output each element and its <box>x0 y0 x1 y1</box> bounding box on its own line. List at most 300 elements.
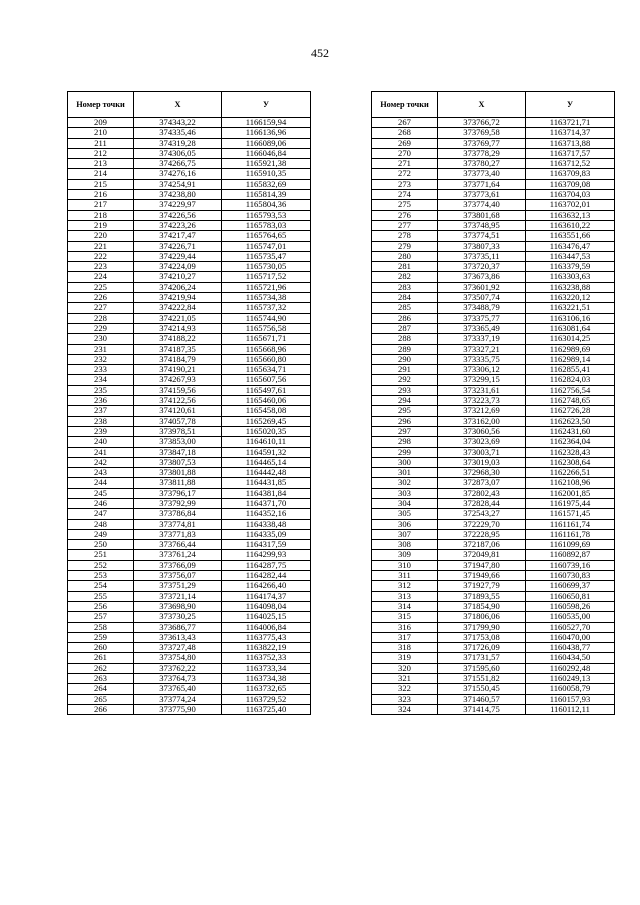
x-coordinate-cell: 374217,47 <box>134 231 222 241</box>
y-coordinate-cell: 1161975,44 <box>526 498 615 508</box>
table-row <box>372 550 615 560</box>
point-number-cell: 287 <box>372 323 438 333</box>
x-coordinate-cell: 373765,40 <box>134 684 222 694</box>
point-number-cell: 309 <box>372 550 438 560</box>
table-header-row <box>372 92 615 118</box>
point-number-cell: 230 <box>68 334 134 344</box>
x-coordinate-cell: 373801,68 <box>438 210 526 220</box>
header-point-number: Номер точки <box>68 92 134 118</box>
y-coordinate-cell: 1163729,52 <box>222 694 311 704</box>
x-coordinate-cell: 373751,29 <box>134 581 222 591</box>
point-number-cell: 273 <box>372 179 438 189</box>
x-coordinate-cell: 373727,48 <box>134 643 222 653</box>
y-coordinate-cell: 1163714,37 <box>526 128 615 138</box>
point-number-cell: 248 <box>68 519 134 529</box>
y-coordinate-cell: 1163081,64 <box>526 323 615 333</box>
point-number-cell: 305 <box>372 509 438 519</box>
y-coordinate-cell: 1165734,38 <box>222 293 311 303</box>
y-coordinate-cell: 1166136,96 <box>222 128 311 138</box>
x-coordinate-cell: 374226,71 <box>134 241 222 251</box>
x-coordinate-cell: 371927,79 <box>438 581 526 591</box>
point-number-cell: 231 <box>68 344 134 354</box>
x-coordinate-cell: 373601,92 <box>438 282 526 292</box>
y-coordinate-cell: 1165921,38 <box>222 159 311 169</box>
x-coordinate-cell: 373766,44 <box>134 540 222 550</box>
header-x: Х <box>438 92 526 118</box>
table-row <box>68 632 311 642</box>
x-coordinate-cell: 373306,12 <box>438 365 526 375</box>
y-coordinate-cell: 1163610,22 <box>526 220 615 230</box>
y-coordinate-cell: 1160650,81 <box>526 591 615 601</box>
x-coordinate-cell: 373762,22 <box>134 663 222 673</box>
y-coordinate-cell: 1163775,43 <box>222 632 311 642</box>
point-number-cell: 215 <box>68 179 134 189</box>
point-number-cell: 269 <box>372 138 438 148</box>
point-number-cell: 225 <box>68 282 134 292</box>
x-coordinate-cell: 372543,27 <box>438 509 526 519</box>
point-number-cell: 252 <box>68 560 134 570</box>
y-coordinate-cell: 1160058,79 <box>526 684 615 694</box>
point-number-cell: 259 <box>68 632 134 642</box>
x-coordinate-cell: 373335,75 <box>438 354 526 364</box>
point-number-cell: 320 <box>372 663 438 673</box>
y-coordinate-cell: 1165458,08 <box>222 406 311 416</box>
y-coordinate-cell: 1163717,57 <box>526 148 615 158</box>
point-number-cell: 251 <box>68 550 134 560</box>
table-row <box>372 498 615 508</box>
point-number-cell: 236 <box>68 396 134 406</box>
point-number-cell: 276 <box>372 210 438 220</box>
x-coordinate-cell: 373756,07 <box>134 571 222 581</box>
table-row <box>372 529 615 539</box>
table-row <box>372 674 615 684</box>
x-coordinate-cell: 373807,53 <box>134 457 222 467</box>
x-coordinate-cell: 374254,91 <box>134 179 222 189</box>
y-coordinate-cell: 1165730,05 <box>222 262 311 272</box>
table-row <box>372 591 615 601</box>
point-number-cell: 300 <box>372 457 438 467</box>
y-coordinate-cell: 1160438,77 <box>526 643 615 653</box>
table-row <box>68 622 311 632</box>
y-coordinate-cell: 1164287,75 <box>222 560 311 570</box>
y-coordinate-cell: 1164465,14 <box>222 457 311 467</box>
y-coordinate-cell: 1162726,28 <box>526 406 615 416</box>
x-coordinate-cell: 374222,84 <box>134 303 222 313</box>
point-number-cell: 233 <box>68 365 134 375</box>
y-coordinate-cell: 1163379,59 <box>526 262 615 272</box>
y-coordinate-cell: 1163221,51 <box>526 303 615 313</box>
point-number-cell: 245 <box>68 488 134 498</box>
x-coordinate-cell: 373212,69 <box>438 406 526 416</box>
x-coordinate-cell: 374206,24 <box>134 282 222 292</box>
x-coordinate-cell: 374120,61 <box>134 406 222 416</box>
x-coordinate-cell: 373698,90 <box>134 601 222 611</box>
y-coordinate-cell: 1162001,85 <box>526 488 615 498</box>
point-number-cell: 298 <box>372 437 438 447</box>
point-number-cell: 277 <box>372 220 438 230</box>
x-coordinate-cell: 373773,61 <box>438 190 526 200</box>
point-number-cell: 283 <box>372 282 438 292</box>
table-row <box>372 334 615 344</box>
x-coordinate-cell: 371551,82 <box>438 674 526 684</box>
point-number-cell: 265 <box>68 694 134 704</box>
table-row <box>372 231 615 241</box>
point-number-cell: 268 <box>372 128 438 138</box>
y-coordinate-cell: 1162328,43 <box>526 447 615 457</box>
table-row <box>68 354 311 364</box>
y-coordinate-cell: 1165783,03 <box>222 220 311 230</box>
table-row <box>372 293 615 303</box>
x-coordinate-cell: 373766,72 <box>438 118 526 128</box>
point-number-cell: 284 <box>372 293 438 303</box>
header-y: У <box>222 92 311 118</box>
table-row <box>68 293 311 303</box>
x-coordinate-cell: 373853,00 <box>134 437 222 447</box>
table-row <box>68 148 311 158</box>
x-coordinate-cell: 373807,33 <box>438 241 526 251</box>
x-coordinate-cell: 374276,16 <box>134 169 222 179</box>
x-coordinate-cell: 373375,77 <box>438 313 526 323</box>
x-coordinate-cell: 372187,06 <box>438 540 526 550</box>
y-coordinate-cell: 1162748,65 <box>526 396 615 406</box>
x-coordinate-cell: 373801,88 <box>134 468 222 478</box>
point-number-cell: 304 <box>372 498 438 508</box>
x-coordinate-cell: 373792,99 <box>134 498 222 508</box>
y-coordinate-cell: 1165910,35 <box>222 169 311 179</box>
y-coordinate-cell: 1163220,12 <box>526 293 615 303</box>
y-coordinate-cell: 1162989,14 <box>526 354 615 364</box>
table-row <box>372 251 615 261</box>
table-row <box>68 138 311 148</box>
x-coordinate-cell: 371806,06 <box>438 612 526 622</box>
x-coordinate-cell: 374267,93 <box>134 375 222 385</box>
y-coordinate-cell: 1160699,37 <box>526 581 615 591</box>
x-coordinate-cell: 372968,30 <box>438 468 526 478</box>
x-coordinate-cell: 374214,93 <box>134 323 222 333</box>
y-coordinate-cell: 1162855,41 <box>526 365 615 375</box>
x-coordinate-cell: 374319,28 <box>134 138 222 148</box>
table-row <box>68 190 311 200</box>
y-coordinate-cell: 1163752,33 <box>222 653 311 663</box>
y-coordinate-cell: 1164317,59 <box>222 540 311 550</box>
table-row <box>372 344 615 354</box>
x-coordinate-cell: 373060,56 <box>438 426 526 436</box>
table-row <box>372 468 615 478</box>
point-number-cell: 272 <box>372 169 438 179</box>
table-row <box>372 581 615 591</box>
point-number-cell: 257 <box>68 612 134 622</box>
table-row <box>68 581 311 591</box>
point-number-cell: 310 <box>372 560 438 570</box>
x-coordinate-cell: 374229,44 <box>134 251 222 261</box>
y-coordinate-cell: 1165764,65 <box>222 231 311 241</box>
x-coordinate-cell: 374224,09 <box>134 262 222 272</box>
x-coordinate-cell: 372228,95 <box>438 529 526 539</box>
y-coordinate-cell: 1160292,48 <box>526 663 615 673</box>
point-number-cell: 323 <box>372 694 438 704</box>
table-row <box>68 437 311 447</box>
table-row <box>68 262 311 272</box>
y-coordinate-cell: 1160112,11 <box>526 704 615 714</box>
x-coordinate-cell: 374188,22 <box>134 334 222 344</box>
table-row <box>68 643 311 653</box>
table-row <box>68 674 311 684</box>
table-row <box>372 509 615 519</box>
y-coordinate-cell: 1163709,83 <box>526 169 615 179</box>
table-row <box>68 179 311 189</box>
y-coordinate-cell: 1163632,13 <box>526 210 615 220</box>
point-number-cell: 312 <box>372 581 438 591</box>
table-row <box>372 478 615 488</box>
point-number-cell: 255 <box>68 591 134 601</box>
point-number-cell: 241 <box>68 447 134 457</box>
table-row <box>68 118 311 128</box>
table-row <box>372 169 615 179</box>
point-number-cell: 260 <box>68 643 134 653</box>
y-coordinate-cell: 1160598,26 <box>526 601 615 611</box>
y-coordinate-cell: 1165804,36 <box>222 200 311 210</box>
x-coordinate-cell: 374229,97 <box>134 200 222 210</box>
point-number-cell: 213 <box>68 159 134 169</box>
point-number-cell: 294 <box>372 396 438 406</box>
y-coordinate-cell: 1165717,52 <box>222 272 311 282</box>
y-coordinate-cell: 1164174,37 <box>222 591 311 601</box>
x-coordinate-cell: 373299,15 <box>438 375 526 385</box>
point-number-cell: 238 <box>68 416 134 426</box>
point-number-cell: 264 <box>68 684 134 694</box>
table-row <box>372 313 615 323</box>
table-row <box>68 612 311 622</box>
x-coordinate-cell: 374221,05 <box>134 313 222 323</box>
table-row <box>372 220 615 230</box>
table-row <box>372 396 615 406</box>
y-coordinate-cell: 1166089,06 <box>222 138 311 148</box>
point-number-cell: 282 <box>372 272 438 282</box>
point-number-cell: 322 <box>372 684 438 694</box>
point-number-cell: 266 <box>68 704 134 714</box>
x-coordinate-cell: 373613,43 <box>134 632 222 642</box>
y-coordinate-cell: 1163551,66 <box>526 231 615 241</box>
point-number-cell: 292 <box>372 375 438 385</box>
table-row <box>372 519 615 529</box>
y-coordinate-cell: 1165721,96 <box>222 282 311 292</box>
x-coordinate-cell: 374184,79 <box>134 354 222 364</box>
table-row <box>68 210 311 220</box>
y-coordinate-cell: 1164442,48 <box>222 468 311 478</box>
x-coordinate-cell: 373786,84 <box>134 509 222 519</box>
y-coordinate-cell: 1164352,16 <box>222 509 311 519</box>
y-coordinate-cell: 1163238,88 <box>526 282 615 292</box>
point-number-cell: 228 <box>68 313 134 323</box>
table-row <box>372 385 615 395</box>
table-row <box>372 272 615 282</box>
point-number-cell: 299 <box>372 447 438 457</box>
point-number-cell: 212 <box>68 148 134 158</box>
x-coordinate-cell: 373769,58 <box>438 128 526 138</box>
x-coordinate-cell: 373771,64 <box>438 179 526 189</box>
table-row <box>372 406 615 416</box>
y-coordinate-cell: 1164282,44 <box>222 571 311 581</box>
point-number-cell: 220 <box>68 231 134 241</box>
x-coordinate-cell: 373019,03 <box>438 457 526 467</box>
y-coordinate-cell: 1163713,88 <box>526 138 615 148</box>
x-coordinate-cell: 373003,71 <box>438 447 526 457</box>
y-coordinate-cell: 1165668,96 <box>222 344 311 354</box>
y-coordinate-cell: 1164025,15 <box>222 612 311 622</box>
point-number-cell: 256 <box>68 601 134 611</box>
y-coordinate-cell: 1161571,45 <box>526 509 615 519</box>
point-number-cell: 279 <box>372 241 438 251</box>
x-coordinate-cell: 373773,40 <box>438 169 526 179</box>
x-coordinate-cell: 373327,21 <box>438 344 526 354</box>
point-number-cell: 253 <box>68 571 134 581</box>
y-coordinate-cell: 1165756,58 <box>222 323 311 333</box>
table-row <box>68 406 311 416</box>
table-row <box>68 220 311 230</box>
y-coordinate-cell: 1162364,04 <box>526 437 615 447</box>
x-coordinate-cell: 373365,49 <box>438 323 526 333</box>
x-coordinate-cell: 373720,37 <box>438 262 526 272</box>
x-coordinate-cell: 373775,90 <box>134 704 222 714</box>
y-coordinate-cell: 1164299,93 <box>222 550 311 560</box>
table-row <box>372 200 615 210</box>
table-row <box>68 334 311 344</box>
y-coordinate-cell: 1160535,00 <box>526 612 615 622</box>
x-coordinate-cell: 373811,88 <box>134 478 222 488</box>
y-coordinate-cell: 1160470,00 <box>526 632 615 642</box>
x-coordinate-cell: 371947,80 <box>438 560 526 570</box>
x-coordinate-cell: 374266,75 <box>134 159 222 169</box>
x-coordinate-cell: 373721,14 <box>134 591 222 601</box>
table-row <box>372 612 615 622</box>
table-row <box>372 601 615 611</box>
table-row <box>372 437 615 447</box>
y-coordinate-cell: 1162824,03 <box>526 375 615 385</box>
table-row <box>68 128 311 138</box>
table-row <box>68 509 311 519</box>
point-number-cell: 222 <box>68 251 134 261</box>
x-coordinate-cell: 373774,40 <box>438 200 526 210</box>
table-row <box>372 179 615 189</box>
table-row <box>68 519 311 529</box>
y-coordinate-cell: 1162308,64 <box>526 457 615 467</box>
y-coordinate-cell: 1163447,53 <box>526 251 615 261</box>
x-coordinate-cell: 374343,22 <box>134 118 222 128</box>
point-number-cell: 307 <box>372 529 438 539</box>
table-row <box>372 540 615 550</box>
y-coordinate-cell: 1165497,61 <box>222 385 311 395</box>
point-number-cell: 315 <box>372 612 438 622</box>
table-row <box>68 396 311 406</box>
table-row <box>68 550 311 560</box>
point-number-cell: 239 <box>68 426 134 436</box>
table-row <box>372 148 615 158</box>
x-coordinate-cell: 373769,77 <box>438 138 526 148</box>
x-coordinate-cell: 374335,46 <box>134 128 222 138</box>
point-number-cell: 278 <box>372 231 438 241</box>
point-number-cell: 263 <box>68 674 134 684</box>
x-coordinate-cell: 373766,09 <box>134 560 222 570</box>
y-coordinate-cell: 1164591,32 <box>222 447 311 457</box>
point-number-cell: 219 <box>68 220 134 230</box>
table-row <box>68 684 311 694</box>
table-row <box>68 313 311 323</box>
table-row <box>68 282 311 292</box>
table-row <box>68 365 311 375</box>
x-coordinate-cell: 373796,17 <box>134 488 222 498</box>
table-row <box>68 498 311 508</box>
table-row <box>372 488 615 498</box>
table-row <box>68 704 311 714</box>
table-row <box>68 385 311 395</box>
table-row <box>372 416 615 426</box>
y-coordinate-cell: 1164006,84 <box>222 622 311 632</box>
y-coordinate-cell: 1162623,50 <box>526 416 615 426</box>
table-row <box>372 282 615 292</box>
x-coordinate-cell: 373754,80 <box>134 653 222 663</box>
y-coordinate-cell: 1165020,35 <box>222 426 311 436</box>
point-number-cell: 281 <box>372 262 438 272</box>
point-number-cell: 242 <box>68 457 134 467</box>
x-coordinate-cell: 373774,81 <box>134 519 222 529</box>
point-number-cell: 214 <box>68 169 134 179</box>
x-coordinate-cell: 372828,44 <box>438 498 526 508</box>
table-row <box>372 560 615 570</box>
x-coordinate-cell: 372049,81 <box>438 550 526 560</box>
table-row <box>372 694 615 704</box>
y-coordinate-cell: 1160157,93 <box>526 694 615 704</box>
x-coordinate-cell: 371414,75 <box>438 704 526 714</box>
y-coordinate-cell: 1163734,38 <box>222 674 311 684</box>
point-number-cell: 227 <box>68 303 134 313</box>
point-number-cell: 289 <box>372 344 438 354</box>
table-row <box>68 447 311 457</box>
table-row <box>372 632 615 642</box>
y-coordinate-cell: 1163709,08 <box>526 179 615 189</box>
y-coordinate-cell: 1165607,56 <box>222 375 311 385</box>
x-coordinate-cell: 372873,07 <box>438 478 526 488</box>
y-coordinate-cell: 1163725,40 <box>222 704 311 714</box>
y-coordinate-cell: 1165269,45 <box>222 416 311 426</box>
point-number-cell: 229 <box>68 323 134 333</box>
y-coordinate-cell: 1160434,50 <box>526 653 615 663</box>
point-number-cell: 258 <box>68 622 134 632</box>
point-number-cell: 302 <box>372 478 438 488</box>
point-number-cell: 262 <box>68 663 134 673</box>
x-coordinate-cell: 374187,35 <box>134 344 222 354</box>
y-coordinate-cell: 1165737,32 <box>222 303 311 313</box>
point-number-cell: 243 <box>68 468 134 478</box>
table-row <box>68 426 311 436</box>
table-row <box>68 560 311 570</box>
x-coordinate-cell: 371550,45 <box>438 684 526 694</box>
point-number-cell: 246 <box>68 498 134 508</box>
header-point-number: Номер точки <box>372 92 438 118</box>
table-row <box>372 375 615 385</box>
x-coordinate-cell: 373023,69 <box>438 437 526 447</box>
table-row <box>372 262 615 272</box>
table-row <box>372 190 615 200</box>
table-row <box>68 601 311 611</box>
x-coordinate-cell: 374122,56 <box>134 396 222 406</box>
x-coordinate-cell: 373337,19 <box>438 334 526 344</box>
table-row <box>68 478 311 488</box>
table-row <box>372 159 615 169</box>
y-coordinate-cell: 1163822,19 <box>222 643 311 653</box>
table-row <box>372 241 615 251</box>
x-coordinate-cell: 373978,51 <box>134 426 222 436</box>
table-row <box>68 571 311 581</box>
